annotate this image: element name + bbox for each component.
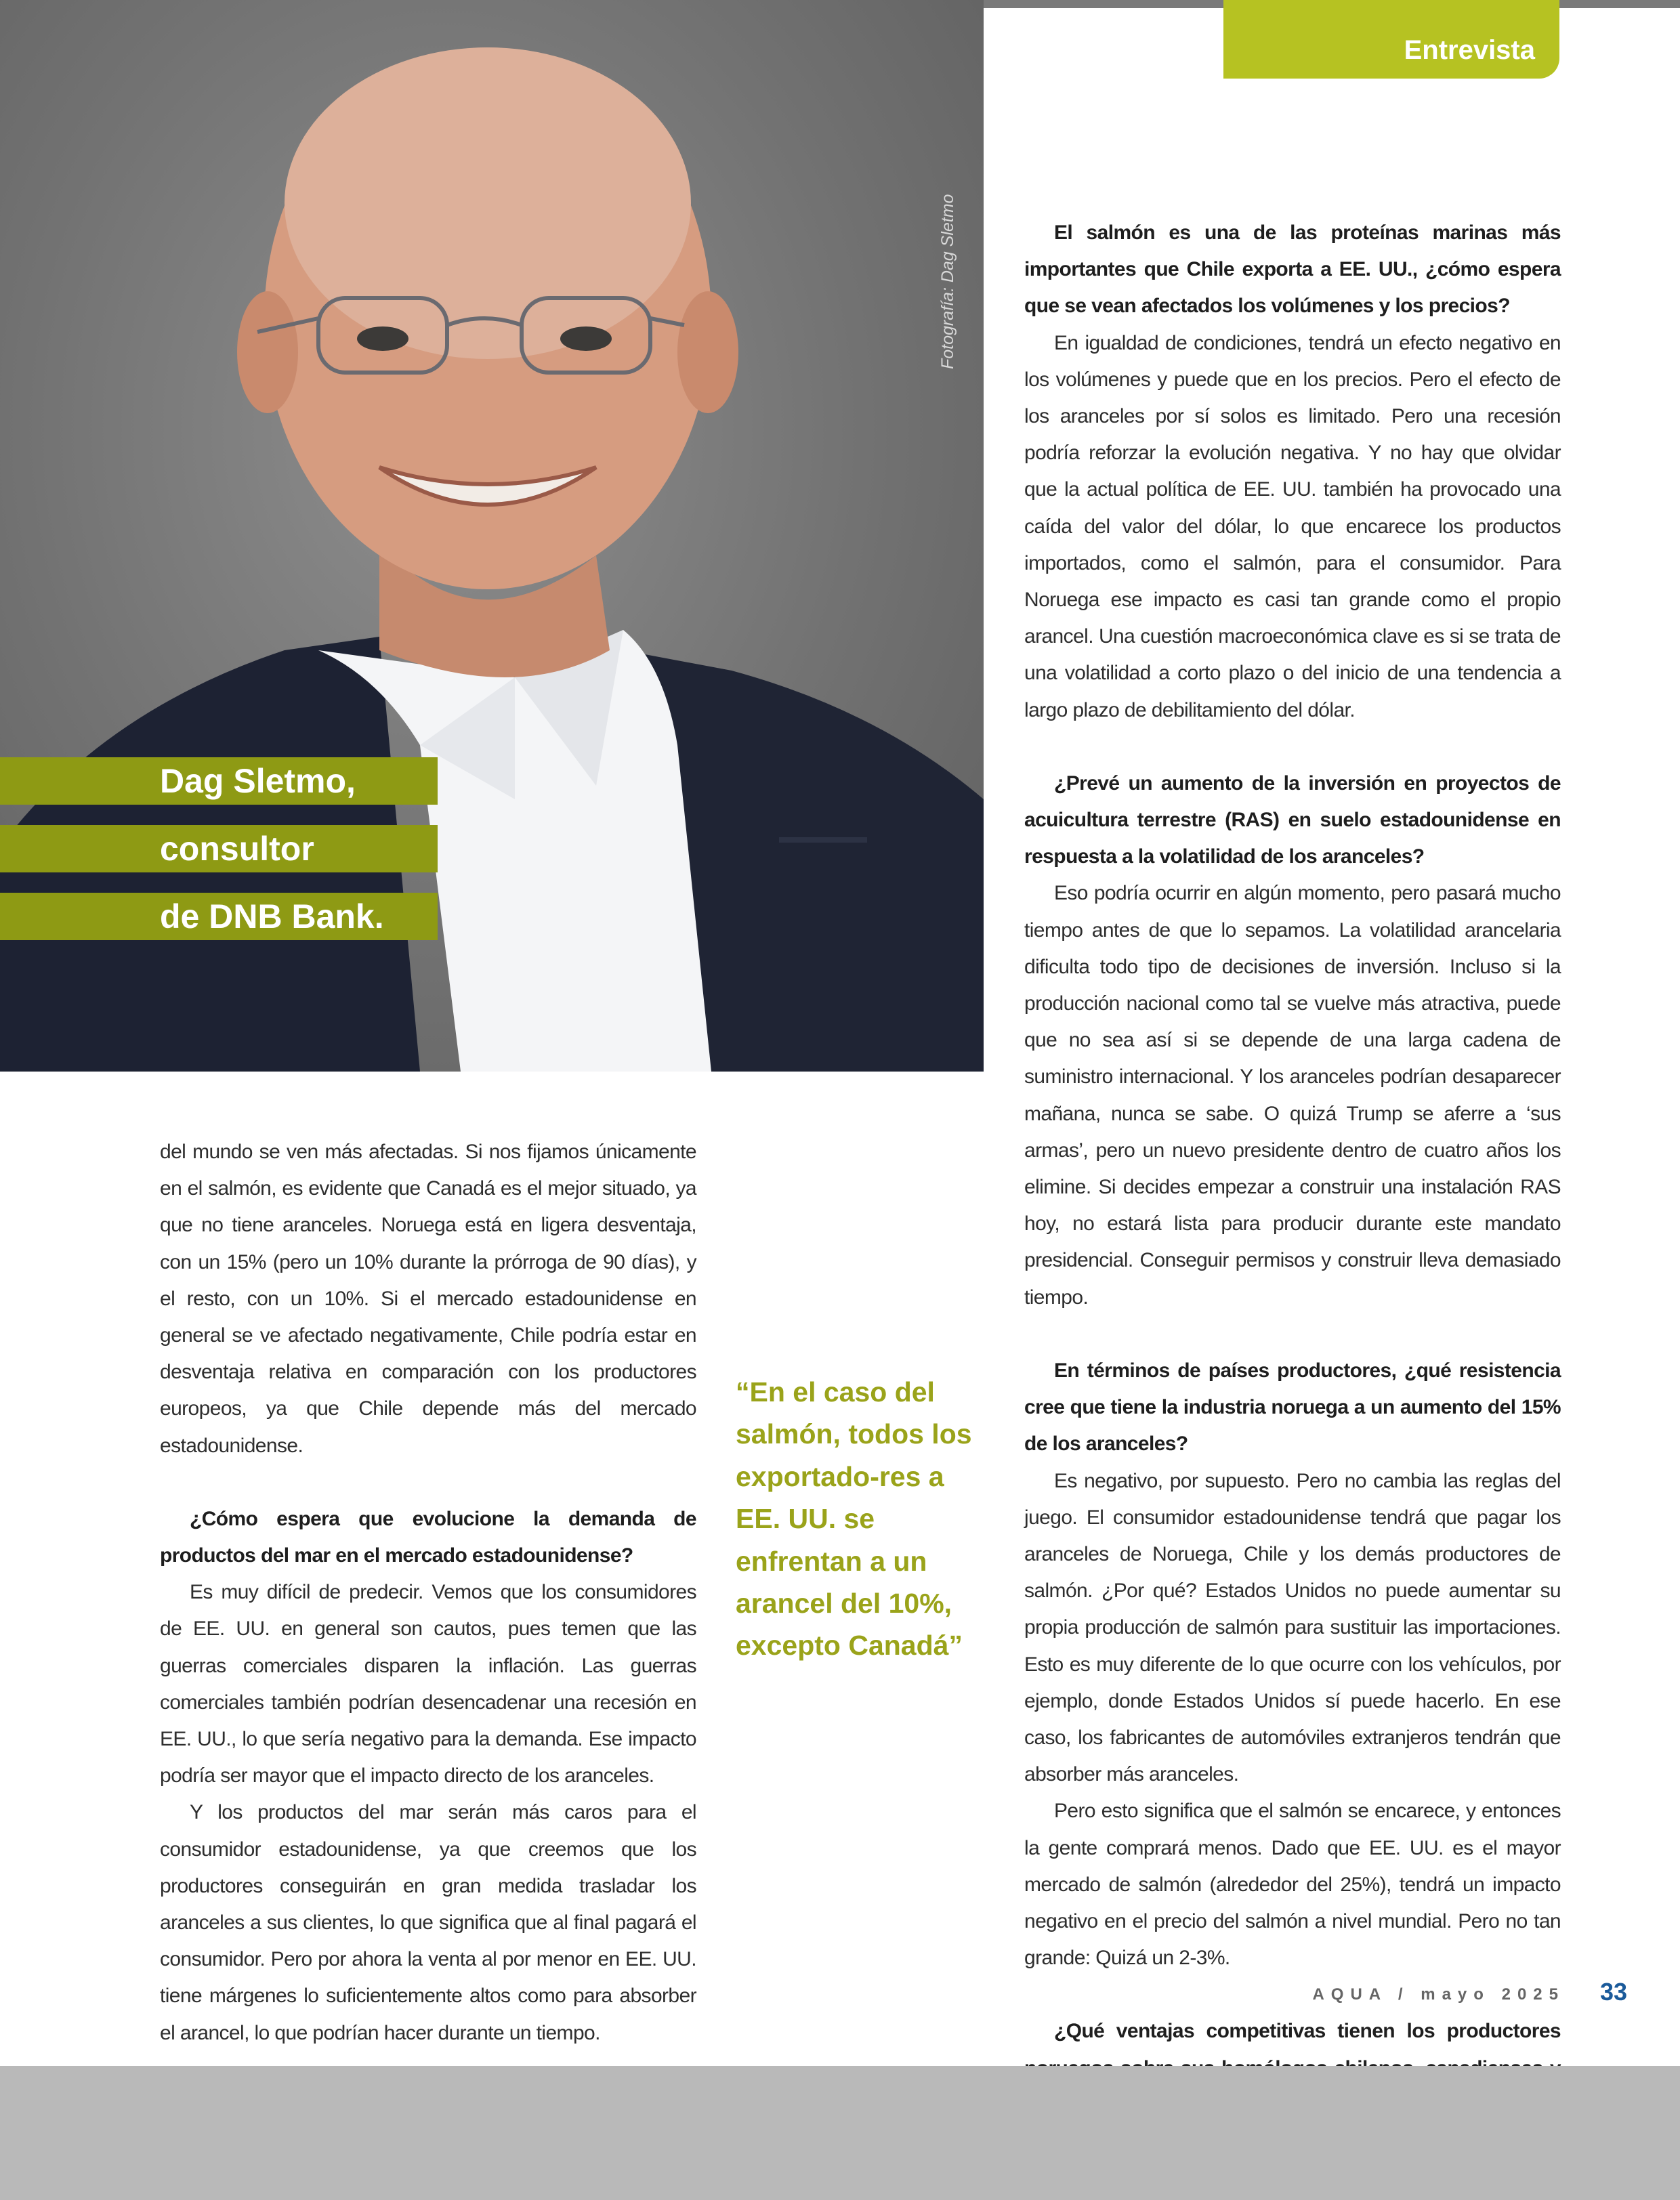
section-tag (1223, 0, 1559, 79)
paragraph: del mundo se ven más afectadas. Si nos fijamos únicamente en el salmón, es evidente que Canadá es el mejor situado, ya que no tiene aranceles. Noruega está en ligera desventaja, con un 15% (pero un 10% durante la prórroga de 90 días), y el resto, con un 10%. Si el mercado estadounidense en general se ve afectado negativamente, Chile podría estar en desventaja relativa en comparación con los productores europeos, ya que Chile depende más del mercado estadounidense. (160, 1141, 696, 1457)
question: ¿Prevé un aumento de la inversión en proyectos de acuicultura terrestre (RAS) en suelo estadounidense en respuesta a la volatilidad de los aranceles? (1024, 771, 1561, 868)
left-column (160, 1134, 696, 2052)
caption-name: Dag Sletmo, (0, 757, 438, 805)
question: ¿Cómo espera que evolucione la demanda de productos del mar en el mercado estadounidense? (160, 1507, 696, 1567)
paragraph: Y los productos del mar serán más caros para el consumidor estadounidense, ya que creemos que los productores conseguirán en gran medida trasladar los aranceles a sus clientes, lo que significa que al final pagará el consumidor. Pero por ahora la venta al por menor en EE. UU. tiene márgenes lo suficientemente altos como para absorber el arancel, lo que podrían hacer durante un tiempo. (160, 1801, 696, 2044)
paragraph: Es muy difícil de predecir. Vemos que los consumidores de EE. UU. en general son cautos, pues temen que las guerras comerciales disparen la inflación. Las guerras comerciales también podrían desencadenar una recesión en EE. UU., lo que sería negativo para la demanda. Ese impacto podría ser mayor que el impacto directo de los aranceles. (160, 1581, 696, 1788)
question: ¿Qué ventajas competitivas tienen los productores (1054, 2020, 1561, 2043)
pull-quote: “En el caso del salmón, todos los exportado-res a EE. UU. se enfrentan a un arancel del 10%, excepto Canadá” (736, 1376, 972, 1662)
footer-bar (0, 2066, 1680, 2200)
question: El salmón es una de las proteínas marinas más importantes que Chile exporta a EE. UU., ¿cómo espera que se vean afectados los volúmenes y los precios? (1024, 221, 1561, 318)
caption-company: de DNB Bank. (0, 893, 438, 940)
caption-role: consultor (0, 825, 438, 872)
photo-credit: Fotografía: Dag Sletmo (938, 194, 957, 369)
page-number: 33 (1599, 1978, 1627, 2006)
paragraph: Eso podría ocurrir en algún momento, pero pasará mucho tiempo antes de que lo sepamos. La volatilidad arancelaria dificulta todo tipo de decisiones de inversión. Incluso si la producción nacional como tal se vuelve más atractiva, puede que no sea así si se depende de una larga cadena de suministro internacional. Y los aranceles podrían desaparecer mañana, nunca se sabe. O quizá Trump se aferre a ‘sus armas’, pero un nuevo presidente dentro de cuatro años los elimine. Si decides empezar a construir una instalación RAS hoy, no estará lista para producir durante este mandato presidencial. Conseguir permisos y construir lleva demasiado tiempo. (1024, 882, 1561, 1309)
question: En términos de países productores, ¿qué resistencia cree que tiene la industria noruega a un aumento del 15% de los aranceles? (1024, 1359, 1561, 1456)
right-column (1024, 215, 1561, 2123)
paragraph: En igualdad de condiciones, tendrá un efecto negativo en los volúmenes y puede que en los precios. Pero el efecto de los aranceles por sí solos es limitado. Pero una recesión podría reforzar la evolución negativa. Y no hay que olvidar que la actual política de EE. UU. también ha provocado una caída del valor del dólar, lo que encarece los productos importados, como el salmón, para el consumidor. Para Noruega ese impacto es casi tan grande como el propio arancel. Una cuestión macroeconómica clave es si se trata de una volatilidad a corto plazo o del inicio de una tendencia a largo plazo de debilitamiento del dólar. (1024, 331, 1561, 721)
paragraph: Es negativo, por supuesto. Pero no cambia las reglas del juego. El consumidor estadounidense tendrá que pagar los aranceles de Noruega, Chile y los demás productores de salmón. ¿Por qué? Estados Unidos no puede aumentar su propia producción de salmón para sustituir las importaciones. Esto es muy diferente de lo que ocurre con los vehículos, por ejemplo, donde Estados Unidos sí puede hacerlo. En ese caso, los fabricantes de automóviles extranjeros tendrán que absorber más aranceles. (1024, 1469, 1561, 1786)
section-tag-label: Entrevista (1404, 35, 1535, 65)
paragraph: Pero esto significa que el salmón se encarece, y entonces la gente comprará menos. Dado que EE. UU. es el mayor mercado de salmón (alrededor del 25%), tendrá un impacto negativo en el precio del salmón a nivel mundial. Pero no tan grande: Quizá un 2-3%. (1024, 1800, 1561, 1970)
footer-publication: AQUA / mayo 2025 (1312, 1985, 1565, 2004)
